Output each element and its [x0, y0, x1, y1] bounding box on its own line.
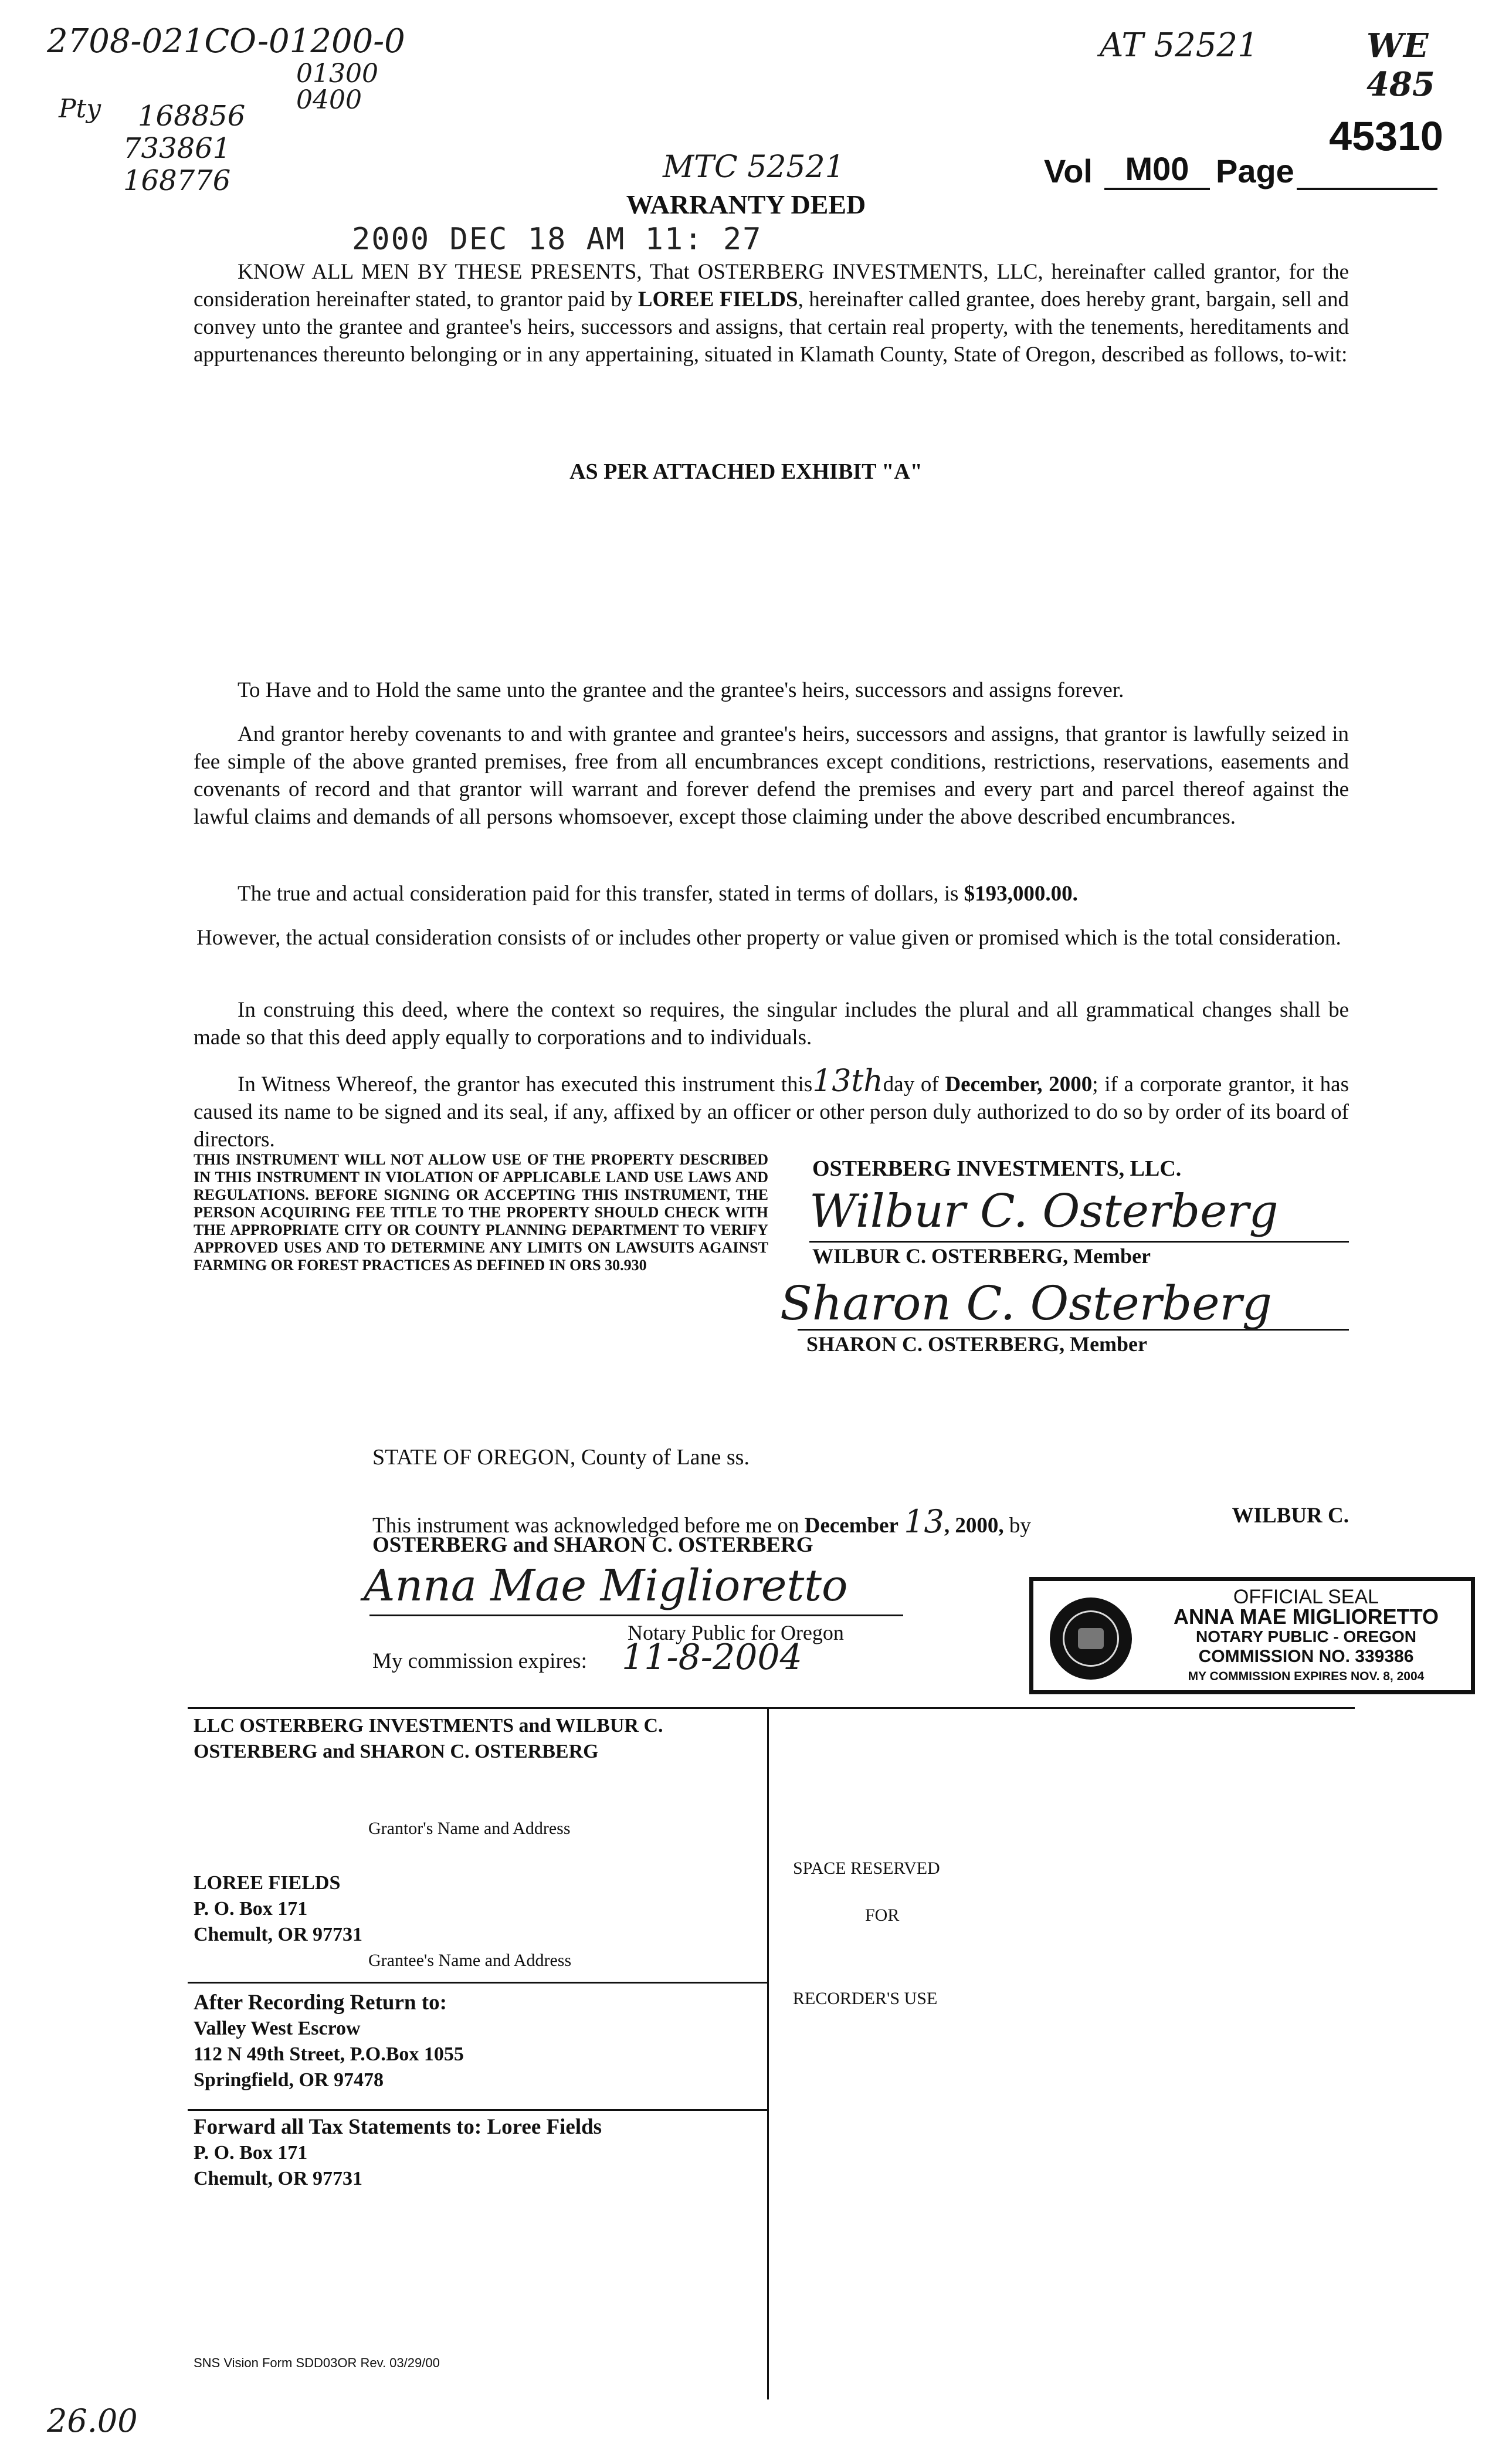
- ack-by: by: [1003, 1514, 1031, 1538]
- notary-title: Notary Public for Oregon: [628, 1621, 844, 1644]
- seal-text-block: [1142, 1587, 1470, 1687]
- return-line-2: 112 N 49th Street, P.O.Box 1055: [194, 2043, 464, 2065]
- seal-line-official: OFFICIAL SEAL: [1233, 1586, 1379, 1608]
- vol-value: M00: [1104, 150, 1210, 190]
- grantee-address-2: Chemult, OR 97731: [194, 1924, 363, 1945]
- tax-statements-box: [194, 2114, 602, 2192]
- ack-day-handwritten: 13: [904, 1503, 944, 1540]
- page-label: Page: [1215, 153, 1294, 189]
- margin-note-mark-icon: Pty: [59, 94, 101, 124]
- document-title: WARRANTY DEED: [626, 189, 866, 219]
- grantor-line-1: LLC OSTERBERG INVESTMENTS and WILBUR C.: [194, 1715, 663, 1737]
- recorder-space-line-3: RECORDER'S USE: [793, 1989, 938, 2008]
- recorder-space-line-2: FOR: [865, 1905, 900, 1925]
- ack-name-1: WILBUR C.: [1232, 1504, 1349, 1528]
- grantor-line-2: OSTERBERG and SHARON C. OSTERBERG: [194, 1741, 599, 1762]
- witness-day-handwritten: 13th: [812, 1064, 883, 1099]
- tax-heading: Forward all Tax Statements to: Loree Fields: [194, 2115, 602, 2139]
- volume-page-reference: [1044, 113, 1443, 190]
- grantor-box: [194, 1713, 762, 1765]
- box-top-border: [188, 1707, 1355, 1709]
- commission-expires-date: 11-8-2004: [622, 1637, 802, 1678]
- construing-paragraph: In construing this deed, where the context so requires, the singular includes the plural and all grammatical changes shall be made so that this deed apply equally to corporations and to individuals.: [194, 998, 1349, 1050]
- signature-line-1: [809, 1241, 1349, 1243]
- signer-name-sharon: SHARON C. OSTERBERG, Member: [806, 1332, 1148, 1356]
- witness-paragraph: [194, 1064, 1349, 1153]
- notary-venue: STATE OF OREGON, County of Lane ss.: [372, 1445, 750, 1470]
- tax-line-2: Chemult, OR 97731: [194, 2168, 363, 2189]
- other-consideration-paragraph: However, the actual consideration consists of or includes other property or value given or promised which is the total consideration.: [196, 926, 1341, 950]
- ack-month: December: [804, 1514, 898, 1538]
- return-line-3: Springfield, OR 97478: [194, 2069, 384, 2091]
- margin-note-account-2: 733861: [123, 132, 231, 165]
- notary-signature: Anna Mae Miglioretto: [364, 1561, 848, 1611]
- margin-note-mtc: MTC 52521: [663, 150, 845, 185]
- margin-note-file-number: 2708-021CO-01200-0: [47, 22, 405, 60]
- form-number: SNS Vision Form SDD03OR Rev. 03/29/00: [194, 2355, 440, 2370]
- ack-text: This instrument was acknowledged before me on: [372, 1514, 805, 1538]
- signature-wilbur: Wilbur C. Osterberg: [809, 1185, 1279, 1238]
- grantee-box-bottom: [188, 1982, 769, 1984]
- land-use-disclaimer: THIS INSTRUMENT WILL NOT ALLOW USE OF THE PROPERTY DESCRIBED IN THIS INSTRUMENT IN VIOLATION OF APPLICABLE LAND USE LAWS AND REGULATIONS. BEFORE SIGNING OR ACCEPTING THIS INSTRUMENT, THE PERSON ACQUIRING FEE TITLE TO THE PROPERTY SHOULD CHECK WITH THE APPROPRIATE CITY OR COUNTY PLANNING DEPARTMENT TO VERIFY APPROVED USES AND TO DETERMINE ANY LIMITS ON LAWSUITS AGAINST FARMING OR FOREST PRACTICES AS DEFINED IN ORS 30.930: [194, 1151, 768, 1274]
- ack-year: , 2000,: [944, 1514, 1004, 1538]
- grantee-name-inline: LOREE FIELDS: [638, 287, 798, 312]
- consideration-amount: $193,000.00.: [964, 882, 1078, 906]
- habendum-paragraph: To Have and to Hold the same unto the grantee and the grantee's heirs, successors and assigns forever.: [238, 678, 1124, 702]
- seal-line-name: ANNA MAE MIGLIORETTO: [1174, 1605, 1439, 1629]
- covenant-paragraph: And grantor hereby covenants to and with grantee and grantee's heirs, successors and assigns, that grantor is lawfully seized in fee simple of the above granted premises, free from all encumbrances except conditions, restrictions, reservations, easements and covenants of record and that grantor will warrant and forever defend the premises and every part and parcel thereof against the lawful claims and demands of all persons whomsoever, except those claiming under the above described encumbrances.: [194, 722, 1349, 829]
- consideration-text: The true and actual consideration paid for this transfer, stated in terms of dollars, is: [238, 882, 964, 906]
- witness-text-b: day of: [883, 1072, 945, 1096]
- tax-line-1: P. O. Box 171: [194, 2142, 308, 2164]
- seal-line-expires: MY COMMISSION EXPIRES NOV. 8, 2004: [1188, 1670, 1425, 1683]
- margin-note-we: WE 485: [1366, 26, 1435, 104]
- grant-text-b: , hereinafter called grantee, does hereby grant, bargain, sell and convey unto the grantee and grantee's heirs, successors and assigns, that certain real property, with the tenements, hereditaments and appurtenances thereunto belonging or in any appertaining, situated in Klamath County, State of Oregon, described as follows, to-wit:: [194, 287, 1349, 367]
- signer-name-wilbur: WILBUR C. OSTERBERG, Member: [812, 1244, 1151, 1268]
- grantor-company-name: OSTERBERG INVESTMENTS, LLC.: [812, 1156, 1182, 1181]
- seal-line-notary: NOTARY PUBLIC - OREGON: [1196, 1627, 1416, 1646]
- official-seal-stamp: [1029, 1577, 1475, 1694]
- commission-expires-label: My commission expires:: [372, 1649, 587, 1673]
- exhibit-reference: AS PER ATTACHED EXHIBIT "A": [569, 459, 923, 484]
- margin-note-at-number: AT 52521: [1100, 26, 1259, 65]
- return-box-bottom: [188, 2109, 769, 2111]
- grantor-caption: Grantor's Name and Address: [368, 1819, 571, 1838]
- margin-note-account-1: 168856: [138, 100, 246, 133]
- ack-name-2: OSTERBERG and SHARON C. OSTERBERG: [372, 1533, 813, 1557]
- grantee-caption: Grantee's Name and Address: [368, 1951, 572, 1970]
- oregon-seal-icon: [1050, 1597, 1132, 1680]
- grant-paragraph: [194, 258, 1349, 368]
- recording-stamp: 2000 DEC 18 AM 11: 27: [352, 222, 762, 257]
- vol-label: Vol: [1044, 153, 1093, 189]
- box-divider: [767, 1707, 769, 2399]
- consideration-paragraph: [194, 880, 1349, 908]
- return-to-box: [194, 1990, 464, 2093]
- grant-text-a: KNOW ALL MEN BY THESE PRESENTS, That OSTERBERG INVESTMENTS, LLC, hereinafter called grantor, for the consideration hereinafter stated, to grantor paid by: [194, 260, 1349, 312]
- recorder-space-line-1: SPACE RESERVED: [793, 1859, 940, 1878]
- grantee-box: [194, 1870, 362, 1948]
- margin-note-account-3: 168776: [123, 164, 231, 197]
- return-line-1: Valley West Escrow: [194, 2018, 361, 2039]
- witness-text-c: ; if a corporate grantor, it has caused its name to be signed and its seal, if any, affixed by an officer or other person duly authorized to do so by order of its board of directors.: [194, 1072, 1349, 1152]
- signature-line-2: [798, 1329, 1349, 1331]
- signature-sharon: Sharon C. Osterberg: [780, 1276, 1272, 1331]
- witness-date: December, 2000: [945, 1072, 1093, 1096]
- seal-line-commission: COMMISSION NO. 339386: [1198, 1647, 1414, 1666]
- grantee-name: LOREE FIELDS: [194, 1872, 341, 1894]
- margin-note-lot-1: 01300: [296, 59, 378, 89]
- witness-text-a: In Witness Whereof, the grantor has executed this instrument this: [238, 1072, 813, 1096]
- return-heading: After Recording Return to:: [194, 1991, 447, 2015]
- recording-fee: 26.00: [47, 2402, 138, 2439]
- page-value: 45310: [1329, 113, 1443, 159]
- notary-signature-line: [369, 1615, 903, 1616]
- margin-note-lot-2: 0400: [296, 85, 362, 115]
- page-line: [1297, 113, 1443, 190]
- grantee-address-1: P. O. Box 171: [194, 1898, 308, 1920]
